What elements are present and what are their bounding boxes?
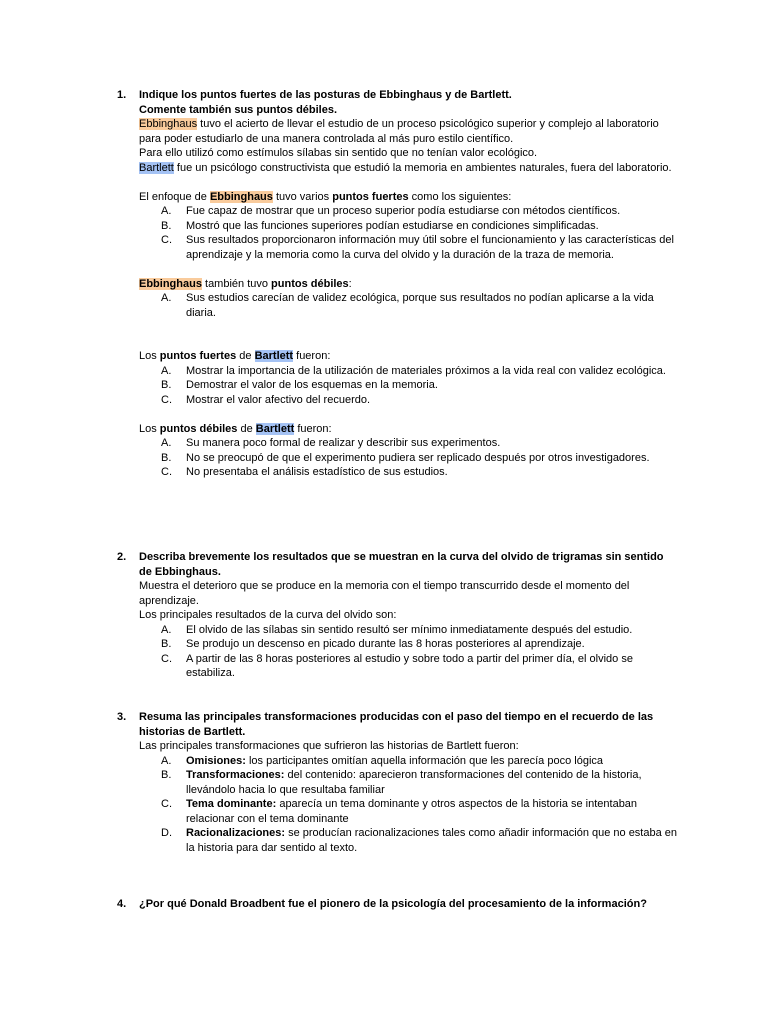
- highlight-ebbinghaus: Ebbinghaus: [139, 277, 202, 290]
- list-item-letter: A.: [161, 205, 172, 217]
- list-item: [139, 652, 677, 681]
- list-item-text: Sus estudios carecían de validez ecológica, porque sus resultados no podían aplicarse a la vida diaria.: [186, 292, 654, 319]
- question-title: Indique los puntos fuertes de las posturas de Ebbinghaus y de Bartlett.: [139, 89, 512, 101]
- list-item-text: Mostró que las funciones superiores podían estudiarse en condiciones simplificadas.: [186, 219, 599, 232]
- section-intro: Ebbinghaus también tuvo puntos débiles:: [139, 277, 352, 290]
- list-item-letter: B.: [161, 451, 172, 464]
- highlight-bartlett: Bartlett: [255, 422, 295, 435]
- list-item-letter: C.: [161, 234, 172, 246]
- list-item-text: Se produjo un descenso en picado durante las 8 horas posteriores al aprendizaje.: [186, 638, 585, 650]
- highlight-bartlett: Bartlett: [139, 161, 174, 174]
- paragraph: Las principales transformaciones que sufrieron las historias de Bartlett fueron:: [139, 740, 519, 752]
- list-item-letter: A.: [161, 437, 172, 449]
- list-item-text: Su manera poco formal de realizar y describir sus experimentos.: [186, 437, 501, 449]
- paragraph-text: fue un psicólogo constructivista que estudió la memoria en ambientes naturales, fuera del laboratorio.: [173, 161, 672, 174]
- list-item-letter: C.: [161, 393, 172, 406]
- question-number: 2.: [117, 551, 127, 563]
- list-item: [139, 768, 677, 797]
- question-title: Resuma las principales transformaciones producidas con el paso del tiempo en el recuerdo de las historias de Bartlett.: [139, 711, 654, 738]
- paragraph: Los principales resultados de la curva del olvido son:: [139, 609, 397, 621]
- list-item: [139, 364, 677, 379]
- list-item-text: A partir de las 8 horas posteriores al estudio y sobre todo a partir del primer día, el olvido se estabiliza.: [186, 652, 633, 679]
- highlight-ebbinghaus: Ebbinghaus: [139, 118, 198, 130]
- list-item-term: Omisiones:: [186, 754, 246, 767]
- highlight-bartlett: Bartlett: [254, 350, 294, 362]
- forgetting-curve-results-list: [139, 623, 677, 681]
- list-item-text: No presentaba el análisis estadístico de sus estudios.: [186, 466, 448, 478]
- list-item-text: Mostrar el valor afectivo del recuerdo.: [186, 393, 371, 406]
- paragraph: Para ello utilizó como estímulos sílabas sin sentido que no tenían valor ecológico.: [139, 147, 538, 159]
- paragraph: Muestra el deterioro que se produce en la memoria con el tiempo transcurrido desde el momento del aprendizaje.: [139, 580, 630, 607]
- question-2: [117, 550, 677, 681]
- list-item: [139, 826, 677, 855]
- list-item: [139, 637, 677, 652]
- list-item-letter: C.: [161, 466, 172, 478]
- question-3: [117, 710, 677, 855]
- list-item-text: Transformaciones: del contenido: aparecieron transformaciones del contenido de la historia, llevándolo hacia lo que resultaba familiar: [186, 769, 642, 796]
- list-item: [139, 233, 677, 262]
- list-item-term: Racionalizaciones:: [186, 827, 286, 839]
- list-item: [139, 378, 677, 393]
- list-item-letter: A.: [161, 623, 172, 636]
- list-item-text: Demostrar el valor de los esquemas en la memoria.: [186, 379, 438, 391]
- list-item-letter: B.: [161, 769, 172, 781]
- list-item: [139, 219, 677, 234]
- section-intro: Los puntos débiles de Bartlett fueron:: [139, 422, 332, 435]
- list-item: [139, 754, 677, 769]
- transformations-list: [139, 754, 677, 856]
- list-item-text: Tema dominante: aparecía un tema dominante y otros aspectos de la historia se intentaban relacionar con el tema dominante: [186, 798, 638, 825]
- list-item-letter: D.: [161, 827, 172, 839]
- list-item-text: Mostrar la importancia de la utilización de materiales próximos a la vida real con validez ecológica.: [186, 364, 666, 377]
- question-title: ¿Por qué Donald Broadbent fue el pionero de la psicología del procesamiento de la información?: [139, 898, 647, 910]
- question-title-line2: Comente también sus puntos débiles.: [139, 103, 338, 116]
- question-number: 1.: [117, 89, 127, 101]
- list-item-letter: A.: [161, 364, 172, 377]
- list-item-text: Omisiones: los participantes omitían aquella información que les parecía poco lógica: [186, 754, 604, 767]
- list-item-text: No se preocupó de que el experimento pudiera ser replicado después por otros investigadores.: [186, 451, 650, 464]
- list-item: [139, 436, 677, 451]
- highlight-ebbinghaus: Ebbinghaus: [209, 190, 273, 203]
- list-item-letter: B.: [161, 219, 172, 232]
- list-item-text: Racionalizaciones: se producían racionalizaciones tales como añadir información que no estaba en la historia para dar sentido al texto.: [186, 827, 678, 854]
- list-item-text: Fue capaz de mostrar que un proceso superior podía estudiarse con métodos científicos.: [186, 205, 621, 217]
- weaknesses-ebbinghaus-list: [139, 291, 677, 320]
- paragraph-text: tuvo el acierto de llevar el estudio de un proceso psicológico superior y complejo al laboratorio para poder estudiarlo de una manera controlada al más puro estilo científico.: [139, 118, 659, 145]
- list-item-letter: B.: [161, 638, 172, 650]
- paragraph: [139, 161, 677, 176]
- list-item-term: Tema dominante:: [186, 798, 277, 810]
- paragraph: [139, 117, 677, 146]
- list-item-text: El olvido de las sílabas sin sentido resultó ser mínimo inmediatamente después del estudio.: [186, 623, 633, 636]
- list-item: [139, 204, 677, 219]
- list-item: [139, 623, 677, 638]
- list-item-text: Sus resultados proporcionaron información muy útil sobre el funcionamiento y las características del aprendizaje y la memoria como la curva del olvido y la duración de la traza de memoria.: [186, 234, 674, 261]
- strengths-bartlett-list: [139, 364, 677, 408]
- list-item: [139, 393, 677, 408]
- weaknesses-bartlett-list: [139, 436, 677, 480]
- question-number: 4.: [117, 898, 127, 910]
- list-item-term: Transformaciones:: [186, 769, 285, 781]
- strengths-ebbinghaus-list: [139, 204, 677, 262]
- list-item: [139, 797, 677, 826]
- question-1: [117, 88, 677, 480]
- list-item-letter: C.: [161, 652, 172, 665]
- list-item-letter: A.: [161, 754, 172, 767]
- list-item: [139, 451, 677, 466]
- list-item: [139, 291, 677, 320]
- question-title: Describa brevemente los resultados que se muestran en la curva del olvido de trigramas sin sentido de Ebbinghaus.: [139, 551, 664, 578]
- list-item: [139, 465, 677, 480]
- question-4: [117, 897, 677, 912]
- question-number: 3.: [117, 711, 127, 723]
- list-item-letter: B.: [161, 379, 172, 391]
- section-intro: Los puntos fuertes de Bartlett fueron:: [139, 350, 331, 362]
- list-item-letter: A.: [161, 292, 172, 304]
- section-intro: El enfoque de Ebbinghaus tuvo varios puntos fuertes como los siguientes:: [139, 190, 512, 203]
- list-item-letter: C.: [161, 798, 172, 810]
